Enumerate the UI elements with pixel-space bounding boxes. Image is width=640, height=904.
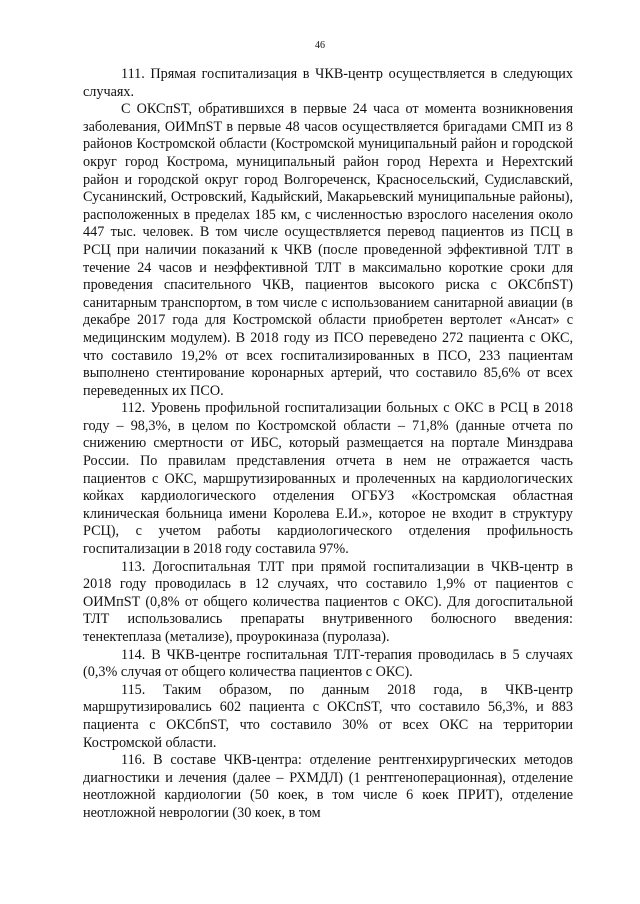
page-number: 46 [315, 40, 325, 51]
paragraph-115: 115. Таким образом, по данным 2018 года, в ЧКВ-центр маршрутизировались 602 пациента с ОКСпST, что составило 56,3%, и 883 пациента с ОКСбпST, что составило 30% от всех ОКС на территории Костромской области. [83, 681, 573, 751]
paragraph-116: 116. В составе ЧКВ-центра: отделение рентгенхирургических методов диагностики и лечения (далее – РХМДЛ) (1 рентгеноперационная), отделение неотложной кардиологии (50 коек, в том числе 6 коек ПРИТ), отделение неотложной неврологии (30 коек, в том [83, 752, 573, 821]
paragraph-112: 112. Уровень профильной госпитализации больных с ОКС в РСЦ в 2018 году – 98,3%, в целом по Костромской области – 71,8% (данные отчета по снижению смертности от ИБС, который размещается на портале Минздрава России. По правилам представления отчета в нем не отражается часть пациентов с ОКС, маршрутизированных и пролеченных на кардиологических койках кардиологического отделения ОГБУЗ «Костромская областная клиническая больница имени Королева Е.И.», которое не входит в структуру РСЦ), с учетом работы кардиологического отделения профильность госпитализации в 2018 году составила 97%. [83, 400, 573, 558]
paragraph-113: 113. Догоспитальная ТЛТ при прямой госпитализации в ЧКВ-центр в 2018 году проводилась в 12 случаях, что составило 1,9% от пациентов с ОИМпST (0,8% от общего количества пациентов с ОКС). Для догоспитальной ТЛТ использовались препараты внутривенного болюсного введения: тенектеплаза (метализе), проурокиназа (пуролаза). [83, 558, 573, 645]
paragraph-111-details: С ОКСпST, обратившихся в первые 24 часа от момента возникновения заболевания, ОИМпST в первые 48 часов осуществляется бригадами СМП из 8 районов Костромской области (Костромской муниципальный район и городской округ город Кострома, муниципальный район город Нерехта и Нерехтский район и городской округ город Волгореченск, Красносельский, Судиславский, Сусанинский, Островский, Кадыйский, Макарьевский муниципальные районы), расположенных в пределах 185 км, с численностью взрослого населения около 447 тыс. человек. В том числе осуществляется перевод пациентов из ПСЦ в РСЦ при наличии показаний к ЧКВ (после проведенной эффективной ТЛТ в течение 24 часов и неэффективной ТЛТ в максимально короткие сроки для проведения спасительного ЧКВ, пациентов высокого риска с ОКСбпST) санитарным транспортом, в том числе с использованием санитарной авиации (в декабре 2017 года для Костромской области приобретен вертолет «Ансат» с медицинским модулем). В 2018 году из ПСО переведено 272 пациента с ОКС, что составило 19,2% от всех госпитализированных в ПСО, 233 пациентам выполнено стентирование коронарных артерий, что составило 85,6% от всех переведенных их ПСО. [83, 101, 573, 399]
document-body [83, 66, 573, 823]
paragraph-114: 114. В ЧКВ-центре госпитальная ТЛТ-терапия проводилась в 5 случаях (0,3% случая от общего количества пациентов с ОКС). [83, 646, 573, 681]
paragraph-111: 111. Прямая госпитализация в ЧКВ-центр осуществляется в следующих случаях. [83, 66, 573, 100]
